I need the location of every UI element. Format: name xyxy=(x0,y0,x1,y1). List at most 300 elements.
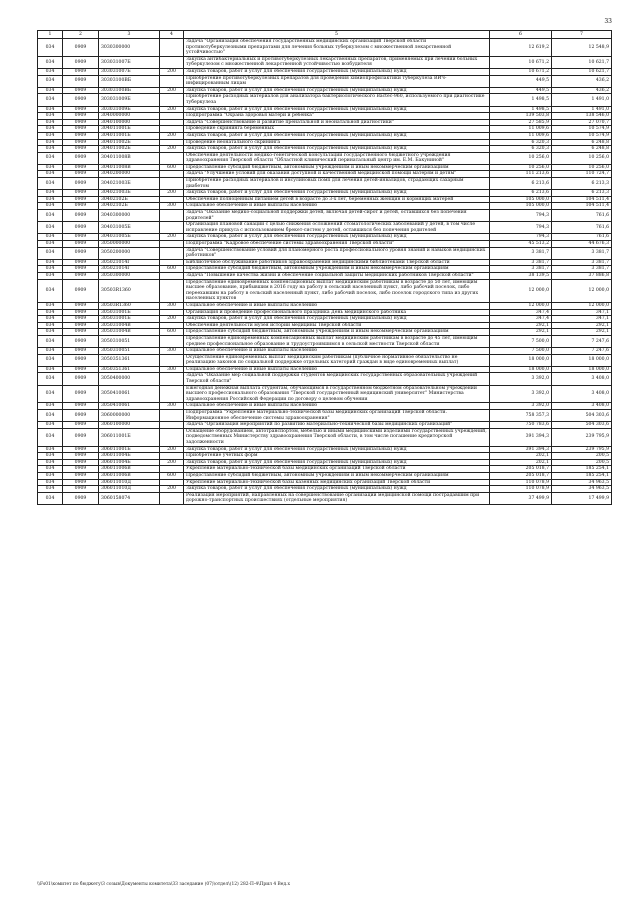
target-article-cell: 306011004Б xyxy=(99,453,160,460)
table-row xyxy=(38,126,612,133)
plan-amount-cell: 111 213,6 xyxy=(490,171,552,178)
actual-amount-cell: 34 963,5 xyxy=(552,479,612,486)
plan-amount-cell: 794,3 xyxy=(490,222,552,234)
actual-amount-cell: 3 408,0 xyxy=(552,373,612,385)
page-number: 33 xyxy=(604,18,612,25)
header-cell: 7 xyxy=(552,31,612,39)
section-code-cell: 0909 xyxy=(63,272,99,279)
section-code-cell: 0909 xyxy=(63,68,99,75)
target-article-cell: 3050400000 xyxy=(99,373,160,385)
expense-type-cell: 200 xyxy=(160,459,184,466)
ministry-code-cell: 034 xyxy=(38,459,63,466)
ministry-code-cell: 034 xyxy=(38,316,63,323)
plan-amount-cell: 205 018,7 xyxy=(490,472,552,479)
table-row xyxy=(38,106,612,113)
expense-type-cell xyxy=(160,322,184,329)
actual-amount-cell: 12 000,0 xyxy=(552,279,612,302)
plan-amount-cell: 202,1 xyxy=(490,459,552,466)
ministry-code-cell: 034 xyxy=(38,410,63,422)
table-row xyxy=(38,113,612,120)
description-cell: Задача "Оказание медико-социальной поддержки детей, включая детей-сирот и детей, оставшихся без попечения родителей" xyxy=(184,210,490,222)
actual-amount-cell: 7 247,6 xyxy=(552,335,612,347)
ministry-code-cell: 034 xyxy=(38,348,63,355)
expense-type-cell xyxy=(160,335,184,347)
target-article-cell: 304021003Б xyxy=(99,178,160,190)
actual-amount-cell: 292,1 xyxy=(552,322,612,329)
description-cell: Реализация мероприятий, направленных на совершенствование организации медицинской помощи пострадавшим при дорожно-транспортных происшествиях (отдельные мероприятия) xyxy=(184,492,490,504)
table-row xyxy=(38,210,612,222)
expense-type-cell: 300 xyxy=(160,302,184,309)
target-article-cell: 3060000000 xyxy=(99,410,160,422)
table-row xyxy=(38,385,612,403)
section-code-cell: 0909 xyxy=(63,259,99,266)
actual-amount-cell: 436,2 xyxy=(552,87,612,94)
ministry-code-cell: 034 xyxy=(38,210,63,222)
table-row xyxy=(38,178,612,190)
table-row xyxy=(38,466,612,473)
description-cell: Оснащение оборудованием, автотранспортом, мебелью и иными медицинскими изделиями государственных учреждений, подведомственных Министерству здравоохранения Тверской области, в том числе погашение кредиторской задолженности xyxy=(184,428,490,446)
section-code-cell: 0909 xyxy=(63,113,99,120)
table-row xyxy=(38,354,612,366)
target-article-cell: 3030300000 xyxy=(99,39,160,57)
description-cell: Социальное обеспечение и иные выплаты населению xyxy=(184,403,490,410)
table-row xyxy=(38,87,612,94)
description-cell: Закупка товаров, работ и услуг для обеспечения государственных (муниципальных) нужд xyxy=(184,68,490,75)
plan-amount-cell: 292,1 xyxy=(490,329,552,336)
expense-type-cell: 200 xyxy=(160,316,184,323)
plan-amount-cell: 449,5 xyxy=(490,75,552,87)
section-code-cell: 0909 xyxy=(63,241,99,248)
description-cell: Задача "Совершенствование условий для планомерного роста профессионального уровня знаний и навыков медицинских работников" xyxy=(184,247,490,259)
actual-amount-cell: 10 256,0 xyxy=(552,152,612,164)
actual-amount-cell: 1 491,0 xyxy=(552,94,612,106)
target-article-cell: 304011008В xyxy=(99,164,160,171)
plan-amount-cell: 794,3 xyxy=(490,234,552,241)
target-article-cell: 304031005Б xyxy=(99,234,160,241)
target-article-cell: 303031009Б xyxy=(99,106,160,113)
target-article-cell: 304021003Б xyxy=(99,190,160,197)
actual-amount-cell: 3 408,0 xyxy=(552,385,612,403)
table-row xyxy=(38,486,612,493)
table-row xyxy=(38,272,612,279)
plan-amount-cell: 750 783,6 xyxy=(490,422,552,429)
expense-type-cell: 600 xyxy=(160,472,184,479)
ministry-code-cell: 034 xyxy=(38,366,63,373)
plan-amount-cell: 794,3 xyxy=(490,210,552,222)
actual-amount-cell: 7 247,6 xyxy=(552,348,612,355)
target-article-cell: 305031004В xyxy=(99,329,160,336)
header-cell: 3 xyxy=(99,31,160,39)
section-code-cell: 0909 xyxy=(63,87,99,94)
section-code-cell: 0909 xyxy=(63,335,99,347)
actual-amount-cell: 3 381,7 xyxy=(552,259,612,266)
description-cell: Организация плановой санации с целью снижения осложнений стоматологических заболеваний у детей, в том числе исправление прикуса с использованием брекет-систем у детей, оставшихся без попечения родителей xyxy=(184,222,490,234)
section-code-cell: 0909 xyxy=(63,329,99,336)
section-code-cell: 0909 xyxy=(63,373,99,385)
expense-type-cell: 300 xyxy=(160,366,184,373)
table-row xyxy=(38,75,612,87)
section-code-cell: 0909 xyxy=(63,453,99,460)
ministry-code-cell: 034 xyxy=(38,139,63,146)
table-row xyxy=(38,266,612,273)
actual-amount-cell: 104 511,4 xyxy=(552,203,612,210)
plan-amount-cell: 3 392,0 xyxy=(490,373,552,385)
target-article-cell: 3050300000 xyxy=(99,272,160,279)
description-cell: Закупка товаров, работ и услуг для обеспечения государственных (муниципальных) нужд xyxy=(184,234,490,241)
actual-amount-cell: 3 381,7 xyxy=(552,266,612,273)
target-article-cell: 3050410061 xyxy=(99,403,160,410)
target-article-cell: 306011010Д xyxy=(99,486,160,493)
description-cell: Закупка товаров, работ и услуг для обеспечения государственных (муниципальных) нужд xyxy=(184,87,490,94)
table-row xyxy=(38,403,612,410)
target-article-cell: 306011001Б xyxy=(99,428,160,446)
ministry-code-cell: 034 xyxy=(38,171,63,178)
ministry-code-cell: 034 xyxy=(38,94,63,106)
ministry-code-cell: 034 xyxy=(38,428,63,446)
header-cell: 6 xyxy=(490,31,552,39)
plan-amount-cell: 758 357,3 xyxy=(490,410,552,422)
description-cell: Обеспечение деятельности музея истории медицины Тверской области xyxy=(184,322,490,329)
section-code-cell: 0909 xyxy=(63,410,99,422)
section-code-cell: 0909 xyxy=(63,222,99,234)
expense-type-cell xyxy=(160,119,184,126)
section-code-cell: 0909 xyxy=(63,316,99,323)
plan-amount-cell: 12 619,2 xyxy=(490,39,552,57)
target-article-cell: 306011006В xyxy=(99,466,160,473)
target-article-cell: 3050310051 xyxy=(99,335,160,347)
table-header-row xyxy=(38,31,612,39)
ministry-code-cell: 034 xyxy=(38,302,63,309)
expense-type-cell xyxy=(160,171,184,178)
actual-amount-cell: 34 963,5 xyxy=(552,486,612,493)
expense-type-cell xyxy=(160,385,184,403)
description-cell: Задача "Повышение качества жизни и обеспечение социальной защиты медицинских работников Тверской области" xyxy=(184,272,490,279)
plan-amount-cell: 3 381,7 xyxy=(490,247,552,259)
expense-type-cell: 200 xyxy=(160,234,184,241)
actual-amount-cell: 239 795,9 xyxy=(552,446,612,453)
actual-amount-cell: 10 256,0 xyxy=(552,164,612,171)
actual-amount-cell: 12 548,9 xyxy=(552,39,612,57)
file-path-footer: \\Fs01\комитет по бюджету\3 созыв\Документы комитета\33 заседание (07)\отдел\(12) 282-П-4\Прил 4 Вед.х xyxy=(37,882,290,887)
target-article-cell: 305021014Г xyxy=(99,259,160,266)
ministry-code-cell: 034 xyxy=(38,234,63,241)
description-cell: Проведение скрининга беременных xyxy=(184,126,490,133)
expense-type-cell xyxy=(160,113,184,120)
plan-amount-cell: 12 000,0 xyxy=(490,279,552,302)
ministry-code-cell: 034 xyxy=(38,247,63,259)
description-cell: Социальное обеспечение и иные выплаты населению xyxy=(184,203,490,210)
description-cell: Обеспечение деятельности медико-генетической консультации государственного бюджетного учреждения здравоохранения Тверской области "Областной клинический перинатальный центр им. Е.М. Бакуниной" xyxy=(184,152,490,164)
section-code-cell: 0909 xyxy=(63,354,99,366)
actual-amount-cell: 10 621,7 xyxy=(552,68,612,75)
actual-amount-cell: 436,2 xyxy=(552,75,612,87)
description-cell: Задача "Улучшение условий для оказания доступной и качественной медицинской помощи матерям и детям" xyxy=(184,171,490,178)
ministry-code-cell: 034 xyxy=(38,196,63,203)
expense-type-cell xyxy=(160,422,184,429)
plan-amount-cell: 202,1 xyxy=(490,453,552,460)
table-row xyxy=(38,316,612,323)
actual-amount-cell: 239 795,9 xyxy=(552,428,612,446)
target-article-cell: 30402102Б xyxy=(99,196,160,203)
actual-amount-cell: 27 070,7 xyxy=(552,119,612,126)
actual-amount-cell: 17 499,9 xyxy=(552,492,612,504)
table-row xyxy=(38,479,612,486)
plan-amount-cell: 3 381,7 xyxy=(490,266,552,273)
expense-type-cell: 200 xyxy=(160,446,184,453)
target-article-cell: 303031007Б xyxy=(99,68,160,75)
section-code-cell: 0909 xyxy=(63,446,99,453)
target-article-cell: 3050351361 xyxy=(99,354,160,366)
target-article-cell: 3060158074 xyxy=(99,492,160,504)
ministry-code-cell: 034 xyxy=(38,272,63,279)
expense-type-cell xyxy=(160,410,184,422)
expense-type-cell: 300 xyxy=(160,403,184,410)
target-article-cell: 304011002Б xyxy=(99,139,160,146)
table-row xyxy=(38,472,612,479)
table-row xyxy=(38,348,612,355)
plan-amount-cell: 18 000,0 xyxy=(490,354,552,366)
section-code-cell: 0909 xyxy=(63,210,99,222)
table-row xyxy=(38,164,612,171)
ministry-code-cell: 034 xyxy=(38,403,63,410)
expense-type-cell: 200 xyxy=(160,190,184,197)
section-code-cell: 0909 xyxy=(63,309,99,316)
ministry-code-cell: 034 xyxy=(38,39,63,57)
plan-amount-cell: 6 320,3 xyxy=(490,139,552,146)
section-code-cell: 0909 xyxy=(63,75,99,87)
target-article-cell: 3040300000 xyxy=(99,210,160,222)
section-code-cell: 0909 xyxy=(63,385,99,403)
plan-amount-cell: 1 498,5 xyxy=(490,106,552,113)
section-code-cell: 0909 xyxy=(63,178,99,190)
actual-amount-cell: 347,1 xyxy=(552,316,612,323)
section-code-cell: 0909 xyxy=(63,234,99,241)
target-article-cell: 303031009Б xyxy=(99,94,160,106)
target-article-cell: 30303100ВБ xyxy=(99,75,160,87)
actual-amount-cell: 138 546,0 xyxy=(552,113,612,120)
target-article-cell: 3050000000 xyxy=(99,241,160,248)
table-row xyxy=(38,190,612,197)
plan-amount-cell: 205 018,7 xyxy=(490,466,552,473)
ministry-code-cell: 034 xyxy=(38,241,63,248)
actual-amount-cell: 10 574,9 xyxy=(552,132,612,139)
description-cell: Укрепление материально-технической базы казенных медицинских организаций Тверской области xyxy=(184,479,490,486)
description-cell: Предоставление субсидий бюджетным, автономным учреждениям и иным некоммерческим организациям xyxy=(184,266,490,273)
section-code-cell: 0909 xyxy=(63,322,99,329)
expense-type-cell: 300 xyxy=(160,203,184,210)
actual-amount-cell: 6 213,3 xyxy=(552,190,612,197)
ministry-code-cell: 034 xyxy=(38,472,63,479)
budget-table xyxy=(37,30,612,505)
description-cell: Предоставление субсидий бюджетным, автономным учреждениям и иным некоммерческим организациям xyxy=(184,472,490,479)
header-cell: 2 xyxy=(63,31,99,39)
header-cell: 4 xyxy=(160,31,184,39)
actual-amount-cell: 185 254,1 xyxy=(552,472,612,479)
section-code-cell: 0909 xyxy=(63,459,99,466)
table-row xyxy=(38,203,612,210)
target-article-cell: 304031005Б xyxy=(99,222,160,234)
expense-type-cell xyxy=(160,247,184,259)
expense-type-cell xyxy=(160,259,184,266)
section-code-cell: 0909 xyxy=(63,190,99,197)
target-article-cell: 305031001Б xyxy=(99,309,160,316)
table-row xyxy=(38,222,612,234)
expense-type-cell: 200 xyxy=(160,146,184,153)
section-code-cell: 0909 xyxy=(63,472,99,479)
expense-type-cell xyxy=(160,178,184,190)
table-row xyxy=(38,119,612,126)
table-row xyxy=(38,68,612,75)
target-article-cell: 303031007Б xyxy=(99,56,160,68)
plan-amount-cell: 391 394,3 xyxy=(490,446,552,453)
expense-type-cell xyxy=(160,56,184,68)
section-code-cell: 0909 xyxy=(63,247,99,259)
expense-type-cell xyxy=(160,210,184,222)
header-cell: 5 xyxy=(184,31,490,39)
expense-type-cell xyxy=(160,196,184,203)
actual-amount-cell: 761,6 xyxy=(552,234,612,241)
expense-type-cell xyxy=(160,94,184,106)
target-article-cell: 30402102Б xyxy=(99,203,160,210)
table-row xyxy=(38,94,612,106)
table-row xyxy=(38,39,612,57)
table-row xyxy=(38,335,612,347)
expense-type-cell: 200 xyxy=(160,132,184,139)
expense-type-cell xyxy=(160,39,184,57)
section-code-cell: 0909 xyxy=(63,94,99,106)
description-cell: Задача "Оказание мер социальной поддержки студентов медицинских государственных образовательных учреждений Тверской области" xyxy=(184,373,490,385)
plan-amount-cell: 10 256,0 xyxy=(490,152,552,164)
table-row xyxy=(38,259,612,266)
actual-amount-cell: 761,6 xyxy=(552,222,612,234)
section-code-cell: 0909 xyxy=(63,39,99,57)
plan-amount-cell: 449,5 xyxy=(490,87,552,94)
ministry-code-cell: 034 xyxy=(38,335,63,347)
section-code-cell: 0909 xyxy=(63,486,99,493)
section-code-cell: 0909 xyxy=(63,366,99,373)
actual-amount-cell: 504 303,6 xyxy=(552,410,612,422)
section-code-cell: 0909 xyxy=(63,266,99,273)
section-code-cell: 0909 xyxy=(63,348,99,355)
description-cell: Приобретение противотуберкулезных препаратов для проведения химиопрофилактики туберкулеза ВИЧ-инфицированным лицам xyxy=(184,75,490,87)
description-cell: Закупка антибактериальных и противотуберкулезных лекарственных препаратов, применяемых при лечении больных туберкулезом с множественной лекарственной устойчивостью возбудителя xyxy=(184,56,490,68)
target-article-cell: 30503R1360 xyxy=(99,279,160,302)
plan-amount-cell: 3 381,7 xyxy=(490,259,552,266)
description-cell: Предоставление субсидий бюджетным, автономным учреждениям и иным некоммерческим организациям xyxy=(184,329,490,336)
actual-amount-cell: 6 248,8 xyxy=(552,146,612,153)
table-row xyxy=(38,241,612,248)
expense-type-cell: 300 xyxy=(160,348,184,355)
expense-type-cell: 200 xyxy=(160,68,184,75)
plan-amount-cell: 3 392,0 xyxy=(490,385,552,403)
expense-type-cell: 200 xyxy=(160,87,184,94)
actual-amount-cell: 18 000,0 xyxy=(552,354,612,366)
target-article-cell: 304011002Б xyxy=(99,146,160,153)
target-article-cell: 3050351361 xyxy=(99,366,160,373)
section-code-cell: 0909 xyxy=(63,196,99,203)
actual-amount-cell: 18 000,0 xyxy=(552,366,612,373)
ministry-code-cell: 034 xyxy=(38,113,63,120)
actual-amount-cell: 292,1 xyxy=(552,329,612,336)
description-cell: Закупка товаров, работ и услуг для обеспечения государственных (муниципальных) нужд xyxy=(184,459,490,466)
description-cell: Социальное обеспечение и иные выплаты населению xyxy=(184,302,490,309)
plan-amount-cell: 391 394,3 xyxy=(490,428,552,446)
description-cell: Задача "Совершенствование и развитие пренатальной и неонатальной диагностики" xyxy=(184,119,490,126)
actual-amount-cell: 10 574,9 xyxy=(552,126,612,133)
actual-amount-cell: 504 303,6 xyxy=(552,422,612,429)
section-code-cell: 0909 xyxy=(63,171,99,178)
target-article-cell: 306011006В xyxy=(99,472,160,479)
ministry-code-cell: 034 xyxy=(38,446,63,453)
section-code-cell: 0909 xyxy=(63,403,99,410)
expense-type-cell xyxy=(160,75,184,87)
table-row xyxy=(38,322,612,329)
actual-amount-cell: 200,5 xyxy=(552,453,612,460)
description-cell: Приобретение учетных форм xyxy=(184,453,490,460)
table-row xyxy=(38,234,612,241)
section-code-cell: 0909 xyxy=(63,106,99,113)
expense-type-cell xyxy=(160,354,184,366)
plan-amount-cell: 6 213,6 xyxy=(490,190,552,197)
target-article-cell: 3050200000 xyxy=(99,247,160,259)
ministry-code-cell: 034 xyxy=(38,190,63,197)
plan-amount-cell: 18 000,0 xyxy=(490,366,552,373)
actual-amount-cell: 104 511,4 xyxy=(552,196,612,203)
description-cell: Подпрограмма "Укрепление материально-технической базы медицинских организаций Тверской области. Информационное обеспечение системы здравоохранения" xyxy=(184,410,490,422)
description-cell: Задача "Организация мероприятий по развитию материально-технической базы медицинских организаций" xyxy=(184,422,490,429)
section-code-cell: 0909 xyxy=(63,479,99,486)
plan-amount-cell: 12 000,0 xyxy=(490,302,552,309)
ministry-code-cell: 034 xyxy=(38,354,63,366)
table-row xyxy=(38,309,612,316)
description-cell: Приобретение расходных материалов и инсулиновых помп для лечения детей-инвалидов, страдающих сахарным диабетом xyxy=(184,178,490,190)
ministry-code-cell: 034 xyxy=(38,309,63,316)
ministry-code-cell: 034 xyxy=(38,486,63,493)
plan-amount-cell: 292,1 xyxy=(490,322,552,329)
ministry-code-cell: 034 xyxy=(38,146,63,153)
description-cell: Подпрограмма "Кадровое обеспечение системы здравоохранения Тверской области" xyxy=(184,241,490,248)
description-cell: Предоставление субсидий бюджетным, автономным учреждениям и иным некоммерческим организациям xyxy=(184,164,490,171)
ministry-code-cell: 034 xyxy=(38,203,63,210)
target-article-cell: 3040100000 xyxy=(99,119,160,126)
expense-type-cell xyxy=(160,279,184,302)
description-cell: Организация и проведение профессионального праздника День медицинского работника xyxy=(184,309,490,316)
table-row xyxy=(38,446,612,453)
target-article-cell: 3050410061 xyxy=(99,385,160,403)
description-cell: Приобретение расходных материалов для анализатора бактериологического Васtес-960, используемого при диагностике туберкулеза xyxy=(184,94,490,106)
target-article-cell: 305021014Г xyxy=(99,266,160,273)
actual-amount-cell: 6 248,8 xyxy=(552,139,612,146)
section-code-cell: 0909 xyxy=(63,152,99,164)
description-cell: Социальное обеспечение и иные выплаты населению xyxy=(184,348,490,355)
actual-amount-cell: 10 621,7 xyxy=(552,56,612,68)
table-row xyxy=(38,279,612,302)
table-row xyxy=(38,171,612,178)
ministry-code-cell: 034 xyxy=(38,479,63,486)
plan-amount-cell: 105 000,0 xyxy=(490,196,552,203)
ministry-code-cell: 034 xyxy=(38,385,63,403)
section-code-cell: 0909 xyxy=(63,422,99,429)
target-article-cell: 30303100ВБ xyxy=(99,87,160,94)
section-code-cell: 0909 xyxy=(63,203,99,210)
plan-amount-cell: 27 585,9 xyxy=(490,119,552,126)
actual-amount-cell: 110 724,7 xyxy=(552,171,612,178)
ministry-code-cell: 034 xyxy=(38,259,63,266)
target-article-cell: 3040200000 xyxy=(99,171,160,178)
plan-amount-cell: 6 320,3 xyxy=(490,146,552,153)
description-cell: Закупка товаров, работ и услуг для обеспечения государственных (муниципальных) нужд xyxy=(184,316,490,323)
table-row xyxy=(38,152,612,164)
